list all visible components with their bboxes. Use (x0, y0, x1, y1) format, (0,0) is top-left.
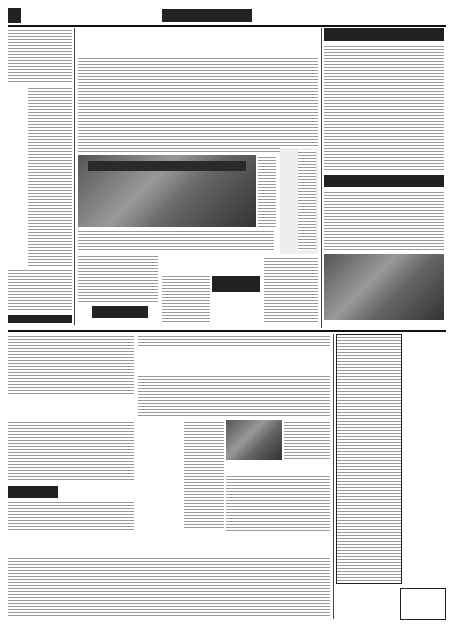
issue-date (386, 18, 444, 23)
right-footer-label (405, 597, 441, 609)
crisis-right-text (264, 256, 318, 324)
photo-banner (88, 161, 246, 171)
meeting-photo (78, 155, 256, 227)
page-number (8, 8, 21, 23)
law-section-label (8, 486, 58, 498)
steady-text (8, 556, 330, 618)
bike-upper-text (138, 334, 330, 346)
editor-info (30, 14, 120, 20)
right-lower-text (336, 334, 402, 584)
right-photo (324, 254, 444, 320)
crisis-left-text (78, 254, 158, 304)
photo-side-text (258, 155, 276, 227)
divider-right-lower (333, 334, 334, 619)
divider-right (321, 28, 322, 328)
right-mid-headline (324, 175, 444, 187)
law-article-text (8, 420, 134, 482)
brave-headline (212, 276, 260, 292)
bike-headline (144, 348, 324, 370)
masthead (8, 8, 446, 25)
factory-section-label (92, 306, 148, 318)
right-footer-box (400, 588, 446, 620)
phone (262, 14, 310, 20)
highspeed-headline (226, 462, 330, 472)
main-article-text (78, 56, 318, 152)
right-top-headline (324, 28, 444, 41)
brave-subhead (220, 296, 268, 306)
case-text (184, 420, 224, 530)
highspeed-photo (226, 420, 282, 460)
sidebar-vertical-headline (10, 86, 24, 266)
law-headline (10, 406, 134, 418)
section-title (162, 9, 252, 22)
sidebar-bottom-headline (8, 315, 72, 323)
mid-rule (8, 330, 446, 332)
vertical-headline-text (298, 150, 316, 250)
left-col-text-lower (8, 268, 72, 312)
photo-caption-banner (88, 161, 246, 171)
law-lower-text (8, 500, 134, 532)
divider-left (74, 28, 75, 325)
right-top-text (324, 44, 444, 172)
newspaper-name (380, 8, 442, 17)
right-mid-text (324, 190, 444, 250)
case-headline (140, 420, 182, 520)
crisis-main-text (162, 274, 210, 324)
below-photo-text (78, 229, 274, 251)
right-vertical-headline (408, 352, 438, 568)
highspeed-side-text (284, 420, 330, 460)
right-photo-caption (324, 321, 444, 329)
left-col-text-mid (28, 86, 72, 266)
main-headline (82, 30, 314, 52)
law-small-head (30, 398, 110, 404)
highspeed-text (226, 474, 330, 532)
email (313, 14, 377, 20)
bike-article-text (138, 374, 330, 418)
masthead-rule (8, 25, 446, 27)
steady-headline (30, 536, 230, 552)
left-col-text-top (8, 28, 72, 84)
lower-left-text (8, 334, 134, 394)
crisis-headline (150, 256, 230, 274)
vertical-headline-box (280, 148, 318, 254)
vertical-right-headline (282, 150, 296, 250)
